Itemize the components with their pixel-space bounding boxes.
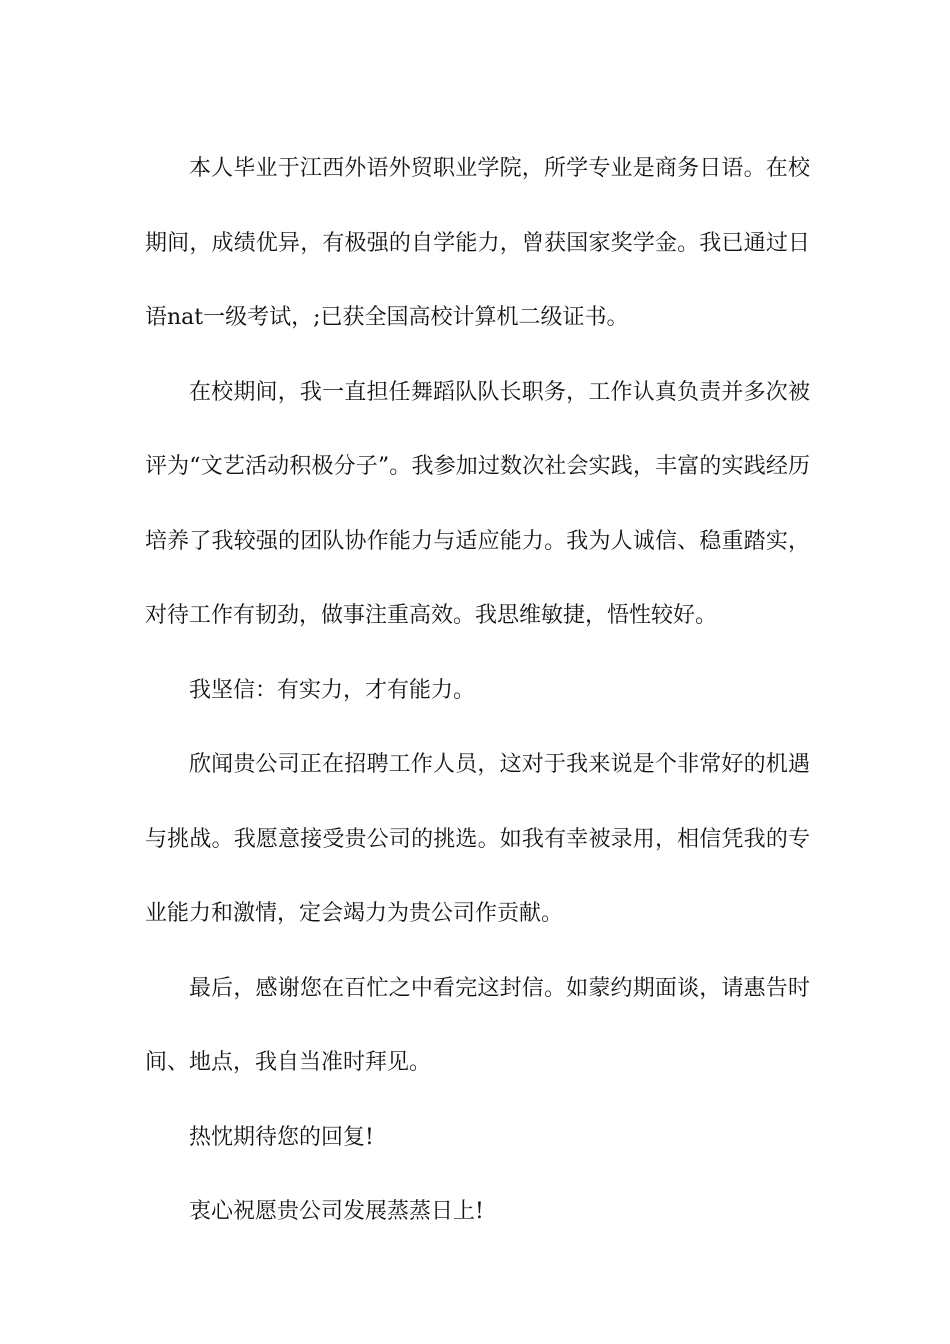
- paragraph-education: 本人毕业于江西外语外贸职业学院，所学专业是商务日语。在校期间，成绩优异，有极强的自学能力，曾获国家奖学金。我已通过日语nat一级考试，;已获全国高校计算机二级证书。: [145, 156, 810, 330]
- paragraph-motto: 我坚信：有实力，才有能力。: [189, 677, 476, 703]
- letter-body: [145, 132, 810, 1250]
- paragraph-wishes: 衷心祝愿贵公司发展蒸蒸日上!: [189, 1199, 484, 1224]
- paragraph-experience: 在校期间，我一直担任舞蹈队队长职务，工作认真负责并多次被评为“文艺活动积极分子”。我参加过数次社会实践，丰富的实践经历培养了我较强的团队协作能力与适应能力。我为人诚信、稳重踏实，对待工作有韧劲，做事注重高效。我思维敏捷，悟性较好。: [145, 379, 810, 628]
- paragraph-looking-forward: 热忱期待您的回复!: [189, 1124, 374, 1150]
- paragraph-thanks: 最后，感谢您在百忙之中看完这封信。如蒙约期面谈，请惠告时间、地点，我自当准时拜见。: [145, 975, 810, 1075]
- paragraph-application: 欣闻贵公司正在招聘工作人员，这对于我来说是个非常好的机遇与挑战。我愿意接受贵公司的挑选。如我有幸被录用，相信凭我的专业能力和激情，定会竭力为贵公司作贡献。: [145, 752, 810, 926]
